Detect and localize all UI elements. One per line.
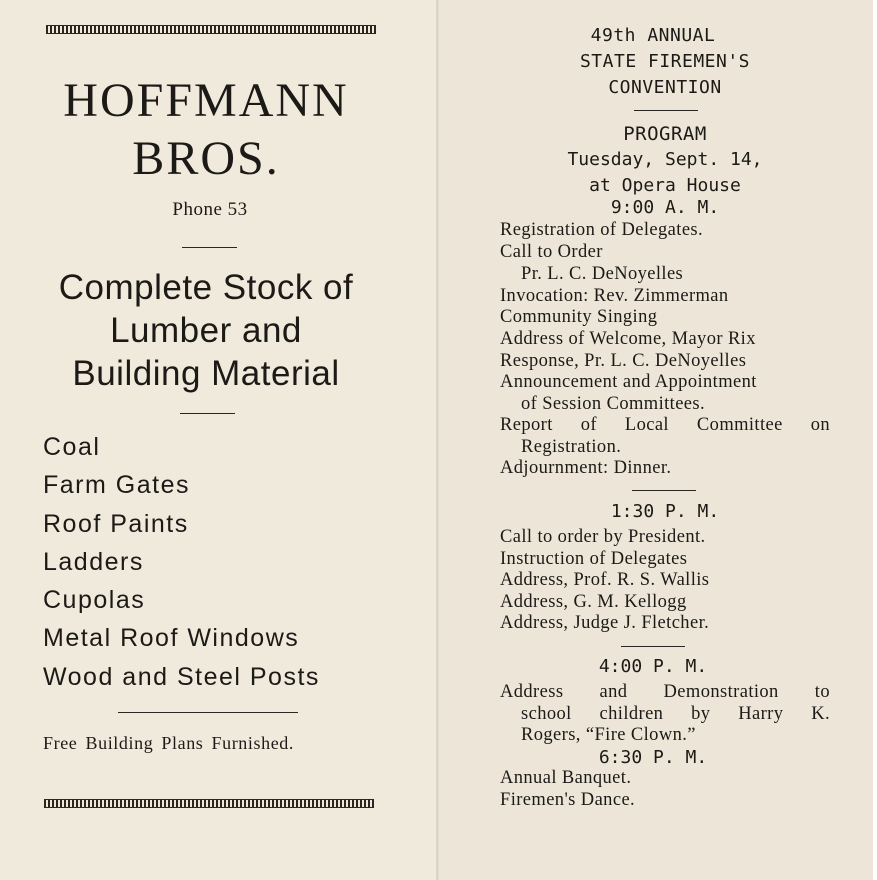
session-time: 1:30 P. M. [610, 501, 720, 522]
program-line: Announcement and Appointment [500, 372, 757, 392]
program-title: PROGRAM [623, 123, 707, 145]
product-item: Farm Gates [43, 471, 190, 500]
brand-name-line2: BROS. [132, 132, 280, 185]
program-line: of Session Committees. [521, 394, 706, 414]
program-line: Call to order by President. [500, 527, 706, 547]
program-line: Address, Prof. R. S. Wallis [500, 570, 710, 590]
program-line: Registration of Delegates. [500, 220, 704, 240]
program-line: school children by Harry K. [521, 704, 830, 724]
divider [182, 247, 237, 248]
brand-name-line1: HOFFMANN [63, 74, 349, 127]
ornament-border-bottom [44, 799, 374, 808]
program-line: Response, Pr. L. C. DeNoyelles [500, 351, 747, 371]
stock-line-2: Lumber and [110, 311, 302, 350]
program-line: Call to Order [500, 242, 603, 262]
convention-heading-3: CONVENTION [608, 77, 722, 98]
program-line: Registration. [521, 437, 622, 457]
program-line: Pr. L. C. DeNoyelles [521, 264, 684, 284]
stock-line-3: Building Material [72, 354, 340, 393]
program-venue: at Opera House [589, 175, 741, 196]
product-item: Coal [43, 433, 101, 461]
convention-heading-1: 49th ANNUAL [590, 25, 716, 46]
program-line: Rogers, “Fire Clown.” [521, 725, 696, 745]
product-list [43, 428, 320, 696]
program-line: Firemen's Dance. [500, 790, 636, 810]
product-item: Roof Paints [43, 509, 189, 538]
session-time: 4:00 P. M. [598, 656, 708, 677]
stock-line-1: Complete Stock of [58, 268, 354, 307]
program-date: Tuesday, Sept. 14, [567, 149, 763, 170]
product-item: Metal Roof Windows [43, 624, 300, 653]
divider [621, 646, 685, 647]
product-item: Cupolas [43, 586, 146, 615]
phone-number: Phone 53 [172, 199, 248, 220]
program-line: Address, G. M. Kellogg [500, 592, 687, 612]
session-time: 6:30 P. M. [598, 747, 708, 768]
product-item: Wood and Steel Posts [43, 662, 320, 691]
divider [634, 110, 698, 111]
program-line: Address and Demonstration to [500, 682, 830, 702]
convention-heading-2: STATE FIREMEN'S [579, 51, 751, 72]
program-line: Invocation: Rev. Zimmerman [500, 286, 729, 306]
program-line: Address of Welcome, Mayor Rix [500, 329, 756, 349]
footer-note: Free Building Plans Furnished. [43, 733, 294, 753]
program-line: Adjournment: Dinner. [500, 458, 672, 478]
program-line: Report of Local Committee on [500, 415, 830, 435]
divider [118, 712, 298, 713]
divider [632, 490, 696, 491]
program-line: Community Singing [500, 307, 658, 327]
program-line: Address, Judge J. Fletcher. [500, 613, 710, 633]
ornament-border-top [46, 25, 376, 34]
product-item: Ladders [43, 547, 144, 576]
program-line: Instruction of Delegates [500, 549, 688, 569]
divider [180, 413, 235, 414]
session-time: 9:00 A. M. [610, 197, 720, 218]
program-line: Annual Banquet. [500, 768, 632, 788]
